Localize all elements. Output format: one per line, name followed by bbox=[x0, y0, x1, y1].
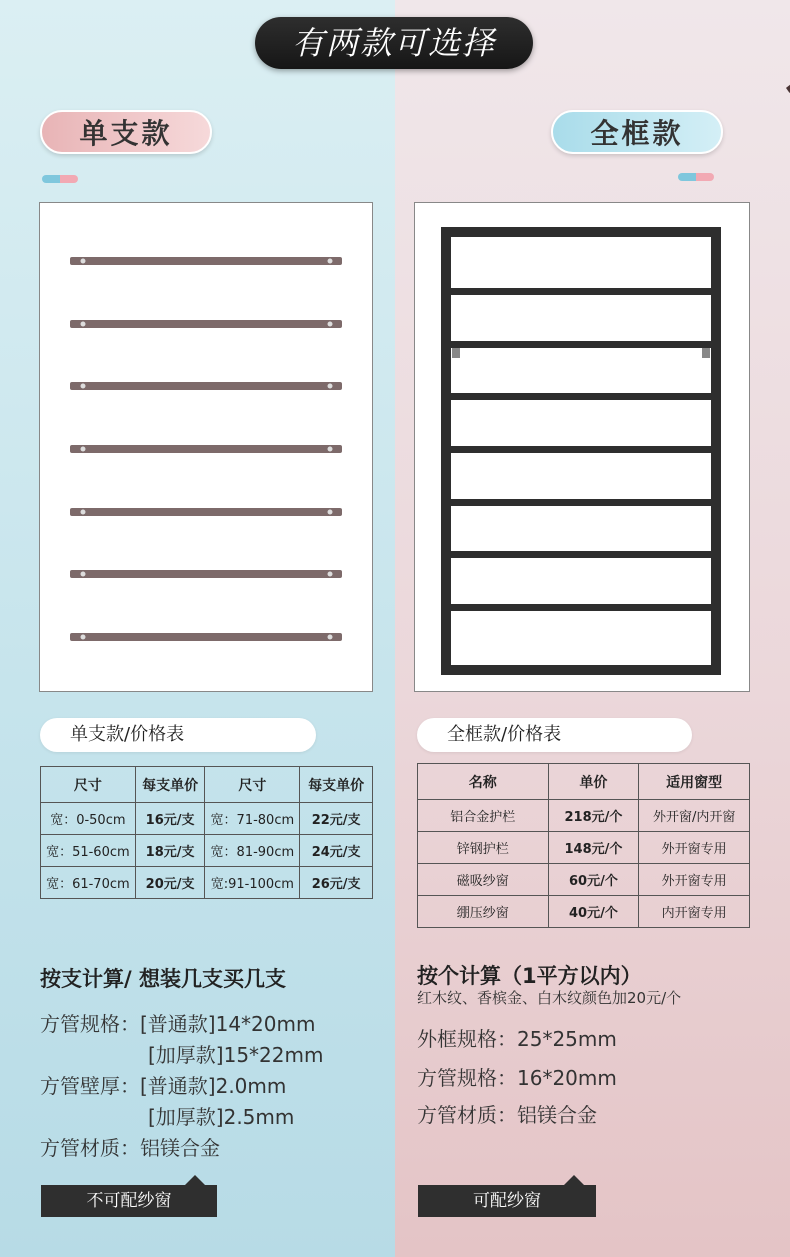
guard-bar bbox=[70, 382, 342, 390]
spec-line: [加厚款]15*22mm bbox=[148, 1043, 324, 1067]
decor-dots-right bbox=[678, 173, 714, 181]
top-banner-title: 有两款可选择 bbox=[255, 17, 533, 69]
window-type-cell: 内开窗专用 bbox=[639, 896, 750, 928]
spec-line: [加厚款]2.5mm bbox=[148, 1105, 295, 1129]
single-bar-style-label: 单支款 bbox=[40, 110, 212, 154]
size-cell: 宽：51-60cm bbox=[41, 835, 136, 867]
window-type-cell: 外开窗专用 bbox=[639, 832, 750, 864]
window-type-cell: 外开窗专用 bbox=[639, 864, 750, 896]
guard-bar bbox=[70, 445, 342, 453]
single-bar-price-label: 单支款/价格表 bbox=[40, 718, 316, 752]
no-screen-tag: 不可配纱窗 bbox=[41, 1185, 217, 1217]
size-cell: 宽：71-80cm bbox=[205, 803, 300, 835]
price-cell: 16元/支 bbox=[135, 803, 205, 835]
table-row bbox=[418, 896, 750, 928]
window-type-cell: 外开窗/内开窗 bbox=[639, 800, 750, 832]
single-bar-price-table bbox=[40, 766, 373, 899]
table-header-row bbox=[418, 764, 750, 800]
size-cell: 宽：61-70cm bbox=[41, 867, 136, 899]
guard-bar bbox=[70, 320, 342, 328]
table-header: 单价 bbox=[548, 764, 639, 800]
table-row bbox=[41, 803, 373, 835]
price-cell: 40元/个 bbox=[548, 896, 639, 928]
hinge-group bbox=[452, 348, 710, 358]
spec-line: 方管壁厚：[普通款]2.0mm bbox=[40, 1074, 287, 1098]
table-header: 尺寸 bbox=[205, 767, 300, 803]
table-header: 名称 bbox=[418, 764, 549, 800]
with-screen-tag: 可配纱窗 bbox=[418, 1185, 596, 1217]
spec-line: 方管材质：铝镁合金 bbox=[417, 1103, 597, 1127]
color-surcharge-note: 红木纹、香槟金、白木纹颜色加20元/个 bbox=[417, 989, 682, 1007]
table-header: 每支单价 bbox=[135, 767, 205, 803]
frame-bar-group bbox=[451, 288, 711, 611]
table-header: 每支单价 bbox=[300, 767, 373, 803]
price-cell: 218元/个 bbox=[548, 800, 639, 832]
decor-dots-left bbox=[42, 175, 78, 183]
full-frame-headline: 按个计算（1平方以内） bbox=[417, 964, 642, 988]
full-frame-price-table bbox=[417, 763, 750, 928]
name-cell: 铝合金护栏 bbox=[418, 800, 549, 832]
price-cell: 24元/支 bbox=[300, 835, 373, 867]
single-bar-product-image bbox=[39, 202, 373, 692]
guard-bar bbox=[70, 508, 342, 516]
guard-bar bbox=[70, 570, 342, 578]
guard-bar bbox=[70, 633, 342, 641]
spec-line: 方管规格：16*20mm bbox=[417, 1066, 617, 1090]
full-frame-price-label: 全框款/价格表 bbox=[417, 718, 692, 752]
full-frame-illustration bbox=[415, 203, 751, 693]
size-cell: 宽：0-50cm bbox=[41, 803, 136, 835]
table-row bbox=[41, 835, 373, 867]
bar-group bbox=[70, 257, 342, 641]
table-header: 尺寸 bbox=[41, 767, 136, 803]
price-cell: 20元/支 bbox=[135, 867, 205, 899]
name-cell: 绷压纱窗 bbox=[418, 896, 549, 928]
full-frame-style-label: 全框款 bbox=[551, 110, 723, 154]
table-header-row bbox=[41, 767, 373, 803]
table-row bbox=[41, 867, 373, 899]
table-row bbox=[418, 832, 750, 864]
single-bars-illustration bbox=[40, 203, 374, 693]
table-row bbox=[418, 800, 750, 832]
price-cell: 148元/个 bbox=[548, 832, 639, 864]
single-bar-headline: 按支计算/ 想装几支买几支 bbox=[40, 967, 286, 991]
price-cell: 22元/支 bbox=[300, 803, 373, 835]
spec-line: 方管材质：铝镁合金 bbox=[40, 1136, 220, 1160]
table-header: 适用窗型 bbox=[639, 764, 750, 800]
full-frame-product-image bbox=[414, 202, 750, 692]
spec-line: 外框规格：25*25mm bbox=[417, 1027, 617, 1051]
price-cell: 26元/支 bbox=[300, 867, 373, 899]
price-cell: 60元/个 bbox=[548, 864, 639, 896]
spec-line: 方管规格：[普通款]14*20mm bbox=[40, 1012, 316, 1036]
guard-bar bbox=[70, 257, 342, 265]
table-row bbox=[418, 864, 750, 896]
size-cell: 宽：81-90cm bbox=[205, 835, 300, 867]
price-cell: 18元/支 bbox=[135, 835, 205, 867]
name-cell: 磁吸纱窗 bbox=[418, 864, 549, 896]
name-cell: 锌钢护栏 bbox=[418, 832, 549, 864]
size-cell: 宽:91-100cm bbox=[205, 867, 300, 899]
